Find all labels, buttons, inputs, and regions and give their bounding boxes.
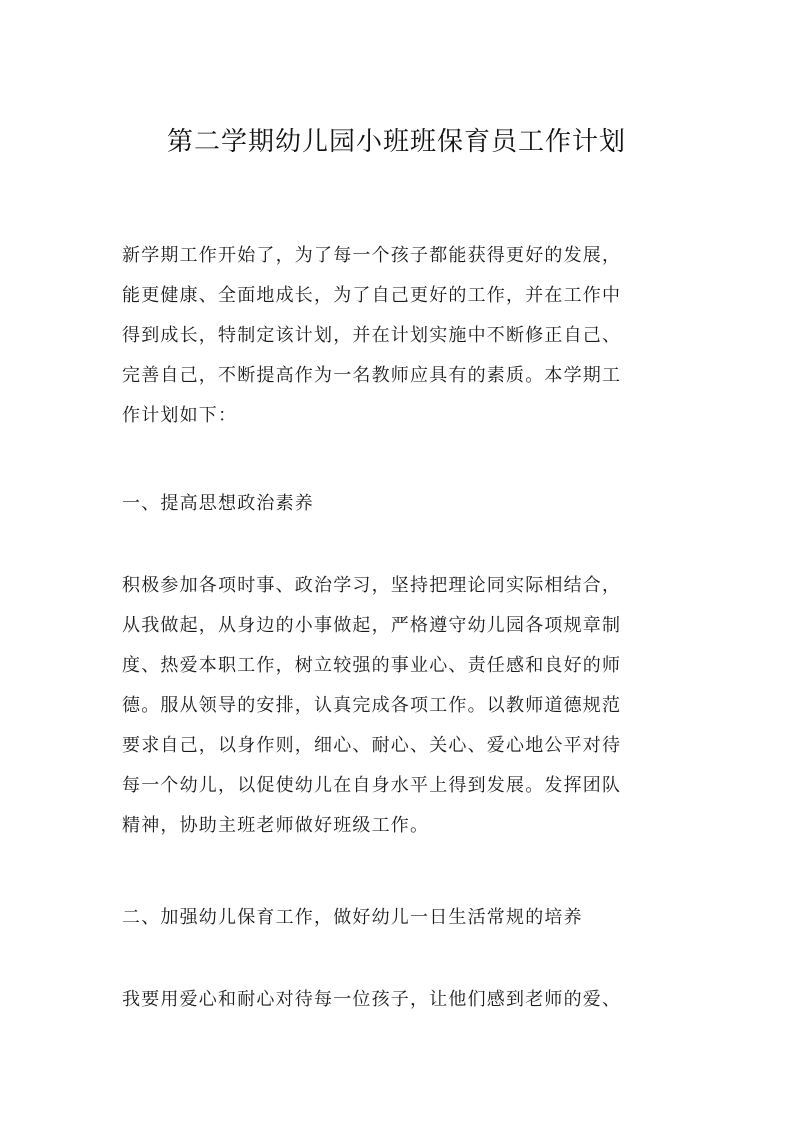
section2-line: 我要用爱心和耐心对待每一位孩子，让他们感到老师的爱、 [122, 989, 622, 1010]
section1-line: 度、热爱本职工作，树立较强的事业心、责任感和良好的师 [122, 655, 622, 676]
document-title: 第二学期幼儿园小班班保育员工作计划 [166, 127, 626, 157]
section1-line: 德。服从领导的安排，认真完成各项工作。以教师道德规范 [122, 695, 622, 716]
intro-line: 新学期工作开始了，为了每一个孩子都能获得更好的发展， [122, 245, 622, 266]
section1-line: 积极参加各项时事、政治学习，坚持把理论同实际相结合， [122, 575, 622, 596]
section2-paragraph [122, 980, 674, 1020]
section1-line: 每一个幼儿，以促使幼儿在自身水平上得到发展。发挥团队 [122, 775, 622, 796]
intro-line: 作计划如下： [122, 405, 238, 426]
section1-line: 从我做起，从身边的小事做起，严格遵守幼儿园各项规章制 [122, 615, 622, 636]
section2-heading [122, 898, 674, 938]
intro-line: 得到成长，特制定该计划，并在计划实施中不断修正自己、 [122, 325, 622, 346]
section2-heading-text: 二、加强幼儿保育工作，做好幼儿一日生活常规的培养 [122, 907, 583, 928]
intro-line: 能更健康、全面地成长，为了自己更好的工作，并在工作中 [122, 285, 622, 306]
section1-heading-text: 一、提高思想政治素养 [122, 493, 314, 514]
section1-heading [122, 484, 674, 524]
section1-line: 精神，协助主班老师做好班级工作。 [122, 815, 430, 836]
section1-line: 要求自己，以身作则，细心、耐心、关心、爱心地公平对待 [122, 735, 622, 756]
section1-paragraph [122, 566, 674, 846]
intro-line: 完善自己，不断提高作为一名教师应具有的素质。本学期工 [122, 365, 622, 386]
intro-paragraph [122, 236, 674, 436]
